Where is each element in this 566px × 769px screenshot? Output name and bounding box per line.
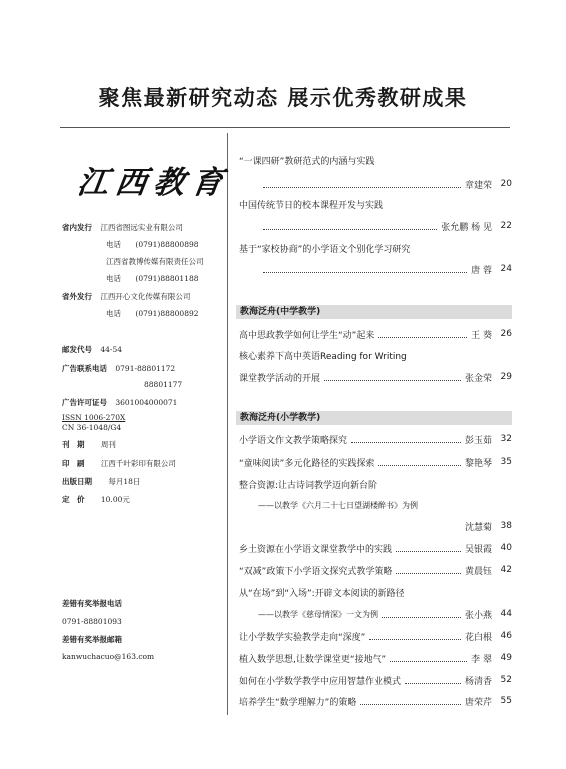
period-row (62, 440, 116, 450)
toc-title: 培养学生“数学理解力”的策略 (239, 697, 357, 708)
toc-page: 26 (500, 329, 512, 339)
leader-dots (396, 545, 461, 552)
domestic-phone-1: (0791)88800898 (135, 240, 199, 249)
toc-author: 章建荣 (464, 180, 492, 191)
toc-entry (239, 456, 512, 468)
toc-page: 49 (500, 653, 512, 663)
toc-author: 唐 蓉 (471, 265, 492, 276)
toc-entry (239, 695, 512, 707)
pub-date-row (62, 477, 140, 487)
toc-page: 22 (500, 221, 512, 231)
toc-page: 24 (500, 264, 512, 274)
toc-author: 王 葵 (471, 330, 492, 341)
toc-author: 黄晨钰 (464, 566, 492, 577)
ad-phone-row (62, 364, 175, 374)
domestic-company-2-row (106, 257, 204, 267)
toc-title: 基于“家校协商”的小学语文个别化学习研究 (239, 245, 411, 255)
errata-phone: 0791-88801093 (62, 617, 122, 626)
toc-author: 花白根 (464, 632, 492, 643)
toc-entry (239, 630, 512, 642)
leader-dots (263, 266, 467, 273)
toc-title: 植入数学思想,让数学课堂更“接地气” (239, 654, 387, 665)
toc-title: 如何在小学数学教学中应用智慧作业模式 (239, 676, 402, 687)
ad-license: 3601004000071 (115, 398, 178, 407)
cn-row (62, 423, 121, 433)
domestic-phone-2: (0791)88801188 (135, 274, 199, 283)
printer-row (62, 459, 176, 469)
magazine-logo: 江西教育 (74, 165, 233, 201)
toc-entry-line (239, 263, 512, 275)
leader-dots (390, 655, 467, 662)
errata-email[interactable]: kanwuchacuo@163.com (62, 652, 155, 661)
leader-dots (378, 459, 461, 466)
leader-dots (382, 611, 461, 618)
postal-code: 44-54 (100, 345, 123, 354)
toc-entry (239, 608, 512, 620)
toc-author: 张允鹏 杨 见 (441, 222, 492, 233)
price-label: 定 价 (62, 495, 85, 504)
leader-dots (396, 567, 461, 574)
errata-email-row[interactable] (62, 652, 154, 662)
toc-title: 高中思政教学如何让学生“动”起来 (239, 330, 375, 341)
domestic-company-2: 江西省教博传媒有限责任公司 (106, 257, 204, 266)
foreign-distributor (62, 292, 190, 302)
domestic-label: 省内发行 (62, 223, 92, 232)
cn-number: CN 36-1048/G4 (62, 423, 122, 432)
toc-title-line1: 从“在场”到“入场”:开辟文本阅读的新路径 (239, 589, 405, 599)
toc-page: 55 (500, 696, 512, 706)
toc-entry (239, 674, 512, 686)
toc-title: 乡土资源在小学语文课堂教学中的实践 (239, 544, 393, 555)
toc-entry (239, 371, 512, 383)
leader-dots (351, 436, 461, 443)
toc-page: 52 (500, 675, 512, 685)
leader-dots (369, 633, 461, 640)
ad-license-row (62, 398, 177, 408)
ad-phone-1: 0791-88801172 (115, 364, 176, 373)
toc-page: 42 (500, 565, 512, 575)
leader-dots (378, 331, 467, 338)
toc-page: 44 (500, 609, 512, 619)
column-divider (227, 133, 228, 715)
toc-author: 李 翠 (471, 654, 492, 665)
price: 10.00元 (100, 495, 130, 504)
toc-author: 杨清香 (464, 676, 492, 687)
toc-author: 张小燕 (464, 610, 492, 621)
leader-dots (263, 223, 437, 230)
errata-phone-row (62, 617, 122, 627)
toc-title-line1: 核心素养下高中英语Reading for Writing (239, 352, 407, 362)
postal-label: 邮发代号 (62, 345, 92, 354)
foreign-phone: (0791)88800892 (135, 309, 199, 318)
toc-author: 彭玉茹 (464, 435, 492, 446)
domestic-phone-1-row (106, 240, 199, 250)
period: 周刊 (100, 440, 116, 449)
toc-subtitle: ——以教学《六月二十七日望湖楼醉书》为例 (258, 501, 418, 510)
phone-label: 电话 (106, 274, 121, 283)
toc-title: 让小学数学实验教学走向“深度” (239, 632, 366, 643)
section-header-middle-school: 教海泛舟(中学教学) (236, 305, 512, 319)
toc-page: 29 (500, 372, 512, 382)
leader-dots (324, 374, 461, 381)
ad-license-label: 广告许可证号 (62, 398, 107, 407)
toc-title: “一课四研”教研范式的内涵与实践 (239, 157, 375, 167)
ad-phone-label: 广告联系电话 (62, 364, 107, 373)
period-label: 刊 期 (62, 440, 85, 449)
errata-email-label: 差错有奖举报邮箱 (62, 635, 122, 644)
toc-page: 35 (500, 457, 512, 467)
errata-phone-label: 差错有奖举报电话 (62, 599, 122, 608)
domestic-company-1: 江西省图远实业有限公司 (100, 223, 183, 232)
toc-page: 20 (500, 179, 512, 189)
toc-entry (239, 564, 512, 576)
toc-title: 课堂教学活动的开展 (239, 373, 321, 384)
toc-title: “童味阅读”多元化路径的实践探索 (239, 458, 375, 469)
toc-author: 唐荣芹 (464, 697, 492, 708)
toc-entry (239, 328, 512, 340)
toc-page: 32 (500, 434, 512, 444)
toc-entry-line (239, 220, 512, 232)
postal-code-row (62, 345, 122, 355)
phone-label: 电话 (106, 240, 121, 249)
toc-entry-line (239, 178, 512, 190)
pub-date: 每月18日 (108, 477, 141, 486)
toc-author: 黎艳琴 (464, 458, 492, 469)
toc-author: 沈慧菊 (464, 522, 492, 533)
toc-page: 40 (500, 543, 512, 553)
toc-page: 46 (500, 631, 512, 641)
leader-dots (405, 677, 461, 684)
leader-dots (263, 181, 461, 188)
top-divider (60, 127, 510, 128)
ad-phone-2: 88801177 (144, 380, 183, 389)
printer: 江西千叶彩印有限公司 (100, 459, 176, 468)
toc-entry-line (239, 520, 512, 532)
leader-dots (360, 698, 461, 705)
price-row (62, 495, 130, 505)
foreign-company: 江西开心文化传媒有限公司 (100, 292, 191, 301)
toc-entry (239, 433, 512, 445)
toc-title-line1: 整合资源:让古诗词教学迈向新台阶 (239, 481, 378, 491)
toc-page: 38 (500, 521, 512, 531)
issn: ISSN 1006-270X (62, 413, 126, 422)
section-header-primary-school: 教海泛舟(小学教学) (236, 411, 512, 425)
pub-date-label: 出版日期 (62, 477, 92, 486)
domestic-distributor-1 (62, 223, 183, 233)
toc-author: 张金荣 (464, 373, 492, 384)
toc-entry (239, 542, 512, 554)
foreign-label: 省外发行 (62, 292, 92, 301)
printer-label: 印 刷 (62, 459, 85, 468)
phone-label: 电话 (106, 309, 121, 318)
toc-title: “双减”政策下小学语文探究式教学策略 (239, 566, 393, 577)
issn-row (62, 413, 125, 423)
domestic-phone-2-row (106, 274, 199, 284)
toc-entry (239, 652, 512, 664)
toc-author: 吴银霞 (464, 544, 492, 555)
toc-title: 小学语文作文教学策略探究 (239, 435, 348, 446)
leader-space (263, 523, 461, 529)
banner-slogan: 聚焦最新研究动态 展示优秀教研成果 (98, 86, 468, 110)
ad-phone-2-row (144, 380, 182, 390)
toc-title: 中国传统节日的校本课程开发与实践 (239, 201, 384, 211)
toc-subtitle: ——以教学《慈母情深》一文为例 (258, 609, 378, 619)
foreign-phone-row (106, 309, 199, 319)
errata-phone-label-row (62, 599, 122, 609)
errata-email-label-row (62, 635, 122, 645)
